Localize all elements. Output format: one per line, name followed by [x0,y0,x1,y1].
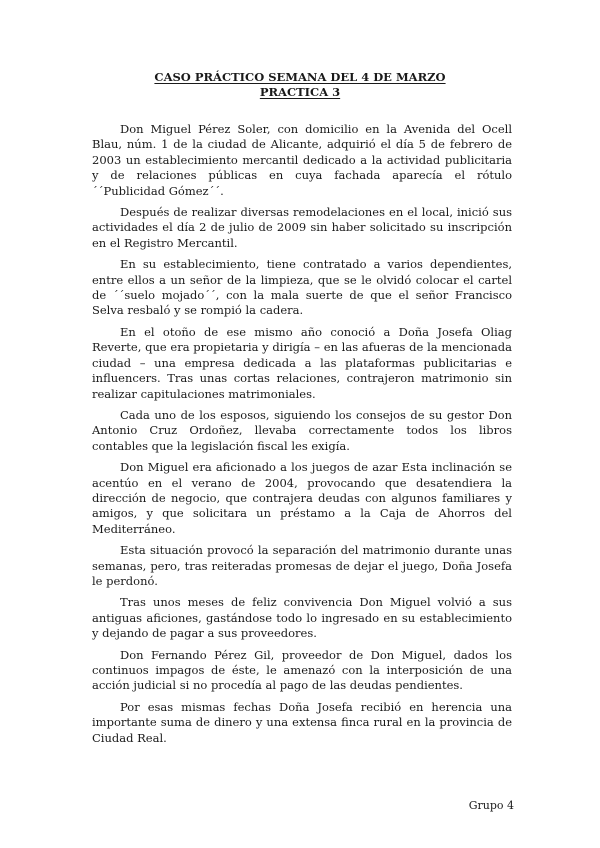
paragraph-8: Tras unos meses de feliz convivencia Don Miguel volvió a sus antiguas aficiones, gastándose todo lo ingresado en su establecimiento y dejando de pagar a sus proveedores. [92,595,512,641]
paragraph-3: En su establecimiento, tiene contratado a varios dependientes, entre ellos a un señor de la limpieza, que se le olvidó colocar el cartel de ´´suelo mojado´´, con la mala suerte de que el señor Francisco Selva resbaló y se rompió la cadera. [92,257,512,318]
page-footer: Grupo 4 [468,799,514,812]
paragraph-4: En el otoño de ese mismo año conoció a Doña Josefa Oliag Reverte, que era propietaria y dirigía – en las afueras de la mencionada ciudad – una empresa dedicada a las plataformas publicitarias e influencers. Tras unas cortas relaciones, contrajeron matrimonio sin realizar capitulaciones matrimoniales. [92,324,512,401]
paragraph-1: Don Miguel Pérez Soler, con domicilio en la Avenida del Ocell Blau, núm. 1 de la ciudad de Alicante, adquirió el día 5 de febrero de 2003 un establecimiento mercantil dedicado a la actividad publicitaria y de relaciones públicas en cuya fachada aparecía el rótulo ´´Publicidad Gómez´´. [92,122,512,198]
paragraph-5: Cada uno de los esposos, siguiendo los consejos de su gestor Don Antonio Cruz Ordoñez, llevaba correctamente todos los libros contables que la legislación fiscal les exigía. [92,407,512,453]
paragraph-10: Por esas mismas fechas Doña Josefa recibió en herencia una importante suma de dinero y una extensa finca rural en la provincia de Ciudad Real. [92,699,512,745]
title-line-1: CASO PRÁCTICO SEMANA DEL 4 DE MARZO [154,70,446,84]
title-line-2: PRACTICA 3 [259,85,341,99]
paragraph-9: Don Fernando Pérez Gil, proveedor de Don Miguel, dados los continuos impagos de éste, le amenazó con la interposición de una acción judicial si no procedía al pago de las deudas pendientes. [92,647,512,693]
paragraph-2: Después de realizar diversas remodelaciones en el local, inició sus actividades el día 2 de julio de 2009 sin haber solicitado su inscripción en el Registro Mercantil. [92,205,512,250]
paragraph-6: Don Miguel era aficionado a los juegos de azar Esta inclinación se acentúo en el verano de 2004, provocando que desatendiera la dirección de negocio, que contrajera deudas con algunos familiares y amigos, y que solicitara un préstamo a la Caja de Ahorros del Mediterráneo. [92,460,512,536]
paragraph-7: Esta situación provocó la separación del matrimonio durante unas semanas, pero, tras reiteradas promesas de dejar el juego, Doña Josefa le perdonó. [92,543,512,588]
document-title [0,70,600,100]
document-body [92,122,512,752]
